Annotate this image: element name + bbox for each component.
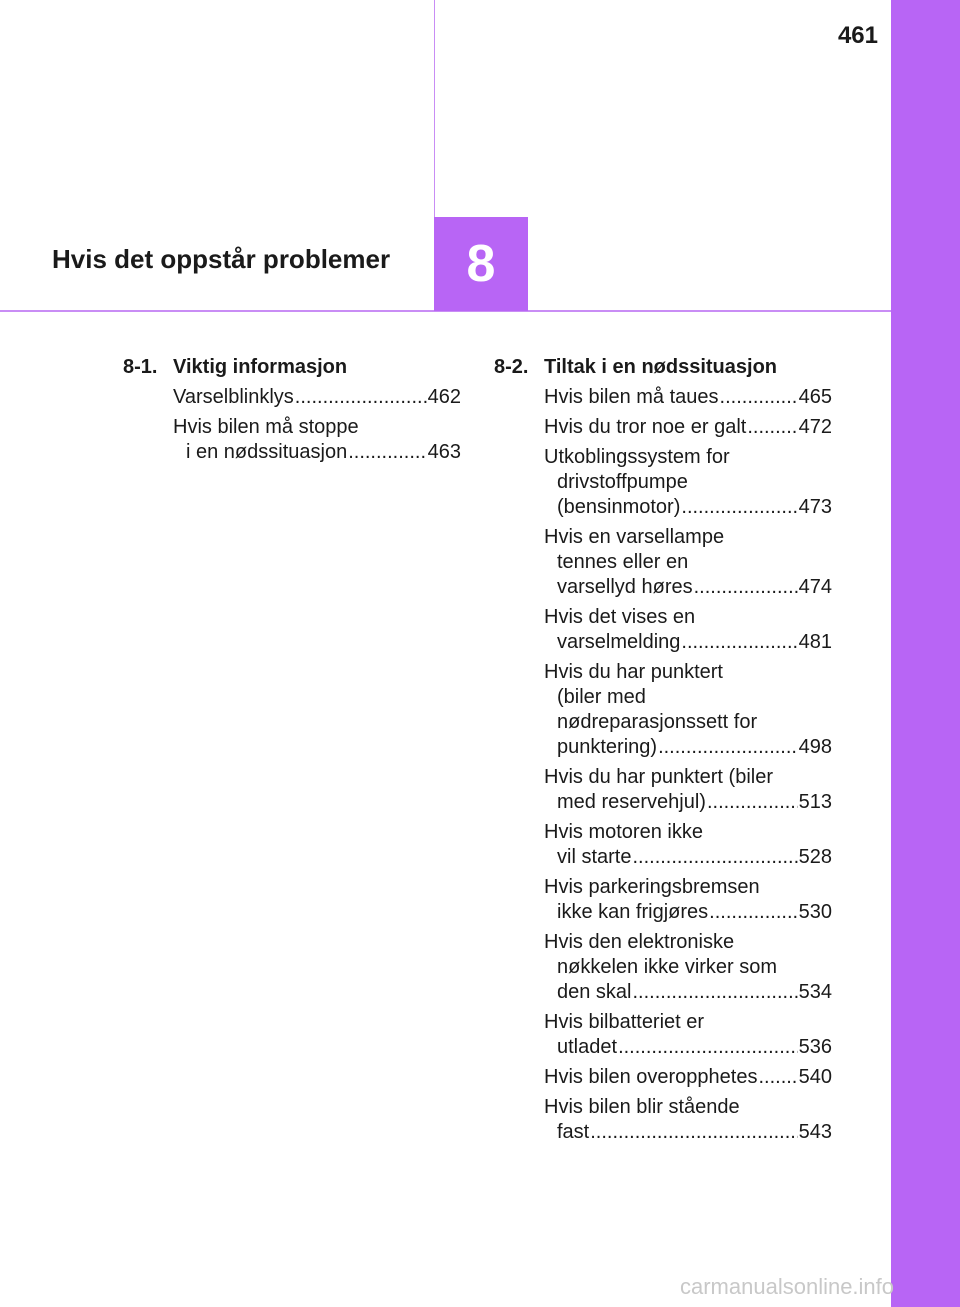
toc-entry-text: i en nødssituasjon	[186, 441, 348, 463]
toc-entry-text: nøkkelen ikke virker som	[557, 956, 778, 978]
toc-entry[interactable]	[544, 930, 832, 1005]
toc-entry-last-line	[173, 440, 461, 465]
section-heading	[494, 355, 832, 385]
dot-leader	[618, 1035, 798, 1060]
toc-page-number: 534	[798, 981, 832, 1003]
toc-entry-text: Hvis bilbatteriet er	[544, 1011, 705, 1033]
dot-leader	[590, 1120, 797, 1145]
toc-entry[interactable]	[544, 1095, 832, 1145]
toc-entry-text: Hvis bilen blir stående	[544, 1096, 740, 1118]
toc-entry-text: vil starte	[557, 846, 632, 868]
dot-leader	[758, 1065, 797, 1090]
section-number: 8-1.	[123, 356, 158, 378]
toc-entry-text: ikke kan frigjøres	[557, 901, 709, 923]
toc-entry[interactable]	[544, 605, 832, 655]
header-vertical-divider	[434, 0, 435, 218]
toc-entry-text: varselmelding	[557, 631, 681, 653]
toc-entry[interactable]	[544, 875, 832, 925]
toc-entry-last-line	[544, 630, 832, 655]
toc-entry-text: den skal	[557, 981, 632, 1003]
toc-entry[interactable]	[544, 415, 832, 440]
toc-entry-last-line	[544, 575, 832, 600]
toc-entry-last-line	[544, 735, 832, 760]
toc-entry-list	[544, 385, 832, 1145]
toc-entry-last-line	[544, 495, 832, 520]
toc-entry-last-line	[544, 415, 832, 440]
toc-entry-text: punktering)	[557, 736, 658, 758]
toc-section-8-2	[494, 355, 832, 1150]
toc-entry-last-line	[173, 385, 461, 410]
toc-entry[interactable]	[544, 525, 832, 600]
dot-leader	[720, 385, 798, 410]
toc-page-number: 472	[798, 416, 832, 438]
toc-entry-text: Hvis en varsellampe	[544, 526, 725, 548]
toc-entry-text: Hvis motoren ikke	[544, 821, 703, 843]
toc-entry-text: (biler med	[557, 686, 646, 708]
page-number: 461	[837, 22, 878, 49]
toc-page-number: 463	[427, 441, 461, 463]
toc-entry[interactable]	[544, 1010, 832, 1060]
dot-leader	[709, 900, 797, 925]
toc-entry-last-line	[544, 1035, 832, 1060]
toc-entry-list	[173, 385, 461, 465]
dot-leader	[348, 440, 426, 465]
toc-entry-last-line	[544, 1065, 832, 1090]
toc-entry-text: Hvis bilen overopphetes	[544, 1066, 758, 1088]
toc-entry[interactable]	[544, 660, 832, 760]
toc-entry-last-line	[544, 385, 832, 410]
toc-page-number: 513	[798, 791, 832, 813]
toc-page-number: 536	[798, 1036, 832, 1058]
chapter-side-tab	[891, 0, 960, 1307]
toc-entry-text: Hvis du tror noe er galt	[544, 416, 747, 438]
toc-entry-text: Hvis bilen må taues	[544, 386, 719, 408]
toc-page-number: 528	[798, 846, 832, 868]
toc-page-number: 543	[798, 1121, 832, 1143]
toc-entry-last-line	[544, 900, 832, 925]
watermark: carmanualsonline.info	[680, 1274, 895, 1299]
section-heading	[123, 355, 461, 385]
dot-leader	[633, 980, 798, 1005]
toc-entry[interactable]	[173, 415, 461, 465]
chapter-number-box: 8	[434, 217, 528, 311]
toc-entry[interactable]	[173, 385, 461, 410]
chapter-title: Hvis det oppstår problemer	[52, 244, 391, 274]
dot-leader	[632, 845, 797, 870]
section-number: 8-2.	[494, 356, 529, 378]
toc-entry-last-line	[544, 1120, 832, 1145]
toc-entry[interactable]	[544, 765, 832, 815]
section-title: Viktig informasjon	[173, 356, 348, 378]
toc-entry-text: utladet	[557, 1036, 618, 1058]
dot-leader	[295, 385, 427, 410]
toc-section-8-1	[123, 355, 461, 470]
toc-entry-text: Hvis det vises en	[544, 606, 696, 628]
toc-page-number: 481	[798, 631, 832, 653]
toc-entry-text: varsellyd høres	[557, 576, 693, 598]
toc-page-number: 530	[798, 901, 832, 923]
toc-entry[interactable]	[544, 445, 832, 520]
toc-entry[interactable]	[544, 385, 832, 410]
toc-entry-text: Varselblinklys	[173, 386, 294, 408]
toc-entry-text: Hvis du har punktert	[544, 661, 723, 683]
dot-leader	[694, 575, 798, 600]
toc-entry[interactable]	[544, 820, 832, 870]
toc-entry-text: fast	[557, 1121, 590, 1143]
toc-page-number: 473	[798, 496, 832, 518]
toc-page-number: 498	[798, 736, 832, 758]
dot-leader	[681, 495, 797, 520]
toc-entry-text: Hvis du har punktert (biler	[544, 766, 773, 788]
dot-leader	[707, 790, 798, 815]
toc-entry-text: Hvis bilen må stoppe	[173, 416, 359, 438]
dot-leader	[681, 630, 797, 655]
toc-entry-text: drivstoffpumpe	[557, 471, 688, 493]
toc-entry-last-line	[544, 980, 832, 1005]
toc-entry-last-line	[544, 790, 832, 815]
toc-entry-last-line	[544, 845, 832, 870]
toc-entry-text: nødreparasjonssett for	[557, 711, 758, 733]
toc-entry-text: Hvis den elektroniske	[544, 931, 735, 953]
toc-page-number: 474	[798, 576, 832, 598]
toc-entry-text: tennes eller en	[557, 551, 689, 573]
toc-entry[interactable]	[544, 1065, 832, 1090]
toc-page-number: 465	[798, 386, 832, 408]
toc-entry-text: Hvis parkeringsbremsen	[544, 876, 760, 898]
toc-entry-text: Utkoblingssystem for	[544, 446, 730, 468]
toc-entry-text: (bensinmotor)	[557, 496, 681, 518]
dot-leader	[658, 735, 798, 760]
section-title: Tiltak i en nødssituasjon	[544, 356, 778, 378]
dot-leader	[747, 415, 797, 440]
toc-entry-text: med reservehjul)	[557, 791, 706, 813]
toc-page-number: 540	[798, 1066, 832, 1088]
toc-page-number: 462	[427, 386, 461, 408]
